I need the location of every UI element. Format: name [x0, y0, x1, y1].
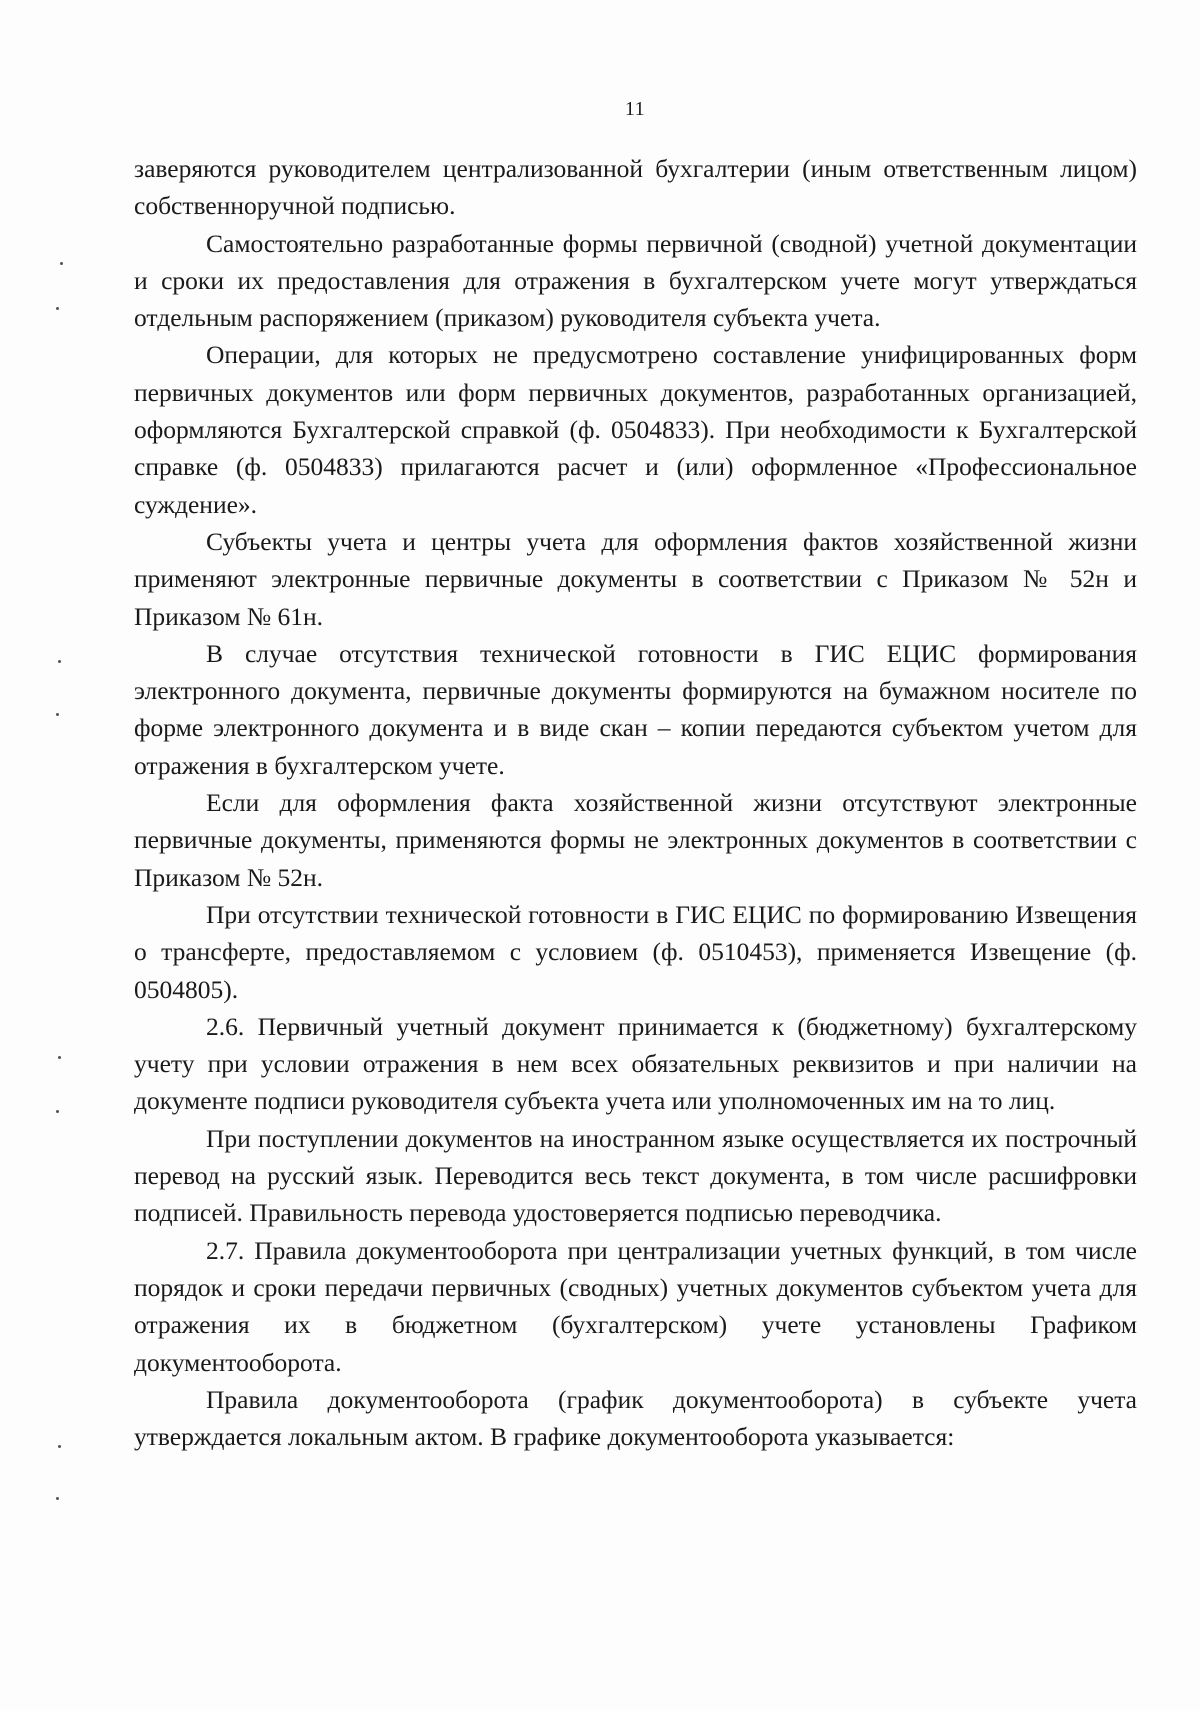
scan-speck — [56, 1497, 59, 1500]
scan-speck — [56, 307, 59, 310]
paragraph-custom-forms: Самостоятельно разработанные формы первичной (сводной) учетной документации и сроки их предоставления для отражения в бухгалтерском учете могут утверждаться отдельным распоряжением (приказом) руководителя субъекта учета. — [134, 228, 1137, 333]
paragraph-non-electronic-forms: Если для оформления факта хозяйственной жизни отсутствуют электронные первичные документы, применяются формы не электронных документов в соответствии с Приказом № 52н. — [134, 788, 1137, 892]
scan-speck — [56, 1110, 59, 1113]
scan-speck — [60, 262, 63, 265]
paragraph-operations: Операции, для которых не предусмотрено составление унифицированных форм первичных документов или форм первичных документов, разработанных организацией, оформляются Бухгалтерской справкой (ф. 0504833). При необходимости к Бухгалтерской справке (ф. 0504833) прилагаются расчет и (или) оформленное «Профессиональное суждение». — [134, 340, 1137, 519]
scan-speck — [58, 1445, 61, 1448]
scan-speck — [56, 713, 59, 716]
paragraph-foreign-language: При поступлении документов на иностранном языке осуществляется их построчный перевод на русский язык. Переводится весь текст документа, в том числе расшифровки подписей. Правильность перевода удостоверяется подписью переводчика. — [134, 1123, 1137, 1228]
paragraph-technical-readiness: В случае отсутствия технической готовности в ГИС ЕЦИС формирования электронного документа, первичные документы формируются на бумажном носителе по форме электронного документа и в виде скан – копии передаются субъектом учетом для отражения в бухгалтерском учете. — [134, 638, 1137, 780]
paragraph-transfer-notice: При отсутствии технической готовности в ГИС ЕЦИС по формированию Извещения о трансферте, предоставляемом с условием (ф. 0510453), применяется Извещение (ф. 0504805). — [134, 899, 1137, 1004]
paragraph-continuation: заверяются руководителем централизованной бухгалтерии (иным ответственным лицом) собственноручной подписью. — [134, 154, 1137, 221]
scan-speck — [58, 1056, 61, 1059]
scan-speck — [58, 660, 61, 663]
document-body — [134, 150, 1137, 1455]
paragraph-workflow-schedule: Правила документооборота (график документооборота) в субъекте учета утверждается локальным актом. В графике документооборота указывается: — [134, 1384, 1137, 1452]
paragraph-section-2-7: 2.7. Правила документооборота при централизации учетных функций, в том числе порядок и сроки передачи первичных (сводных) учетных документов субъектом учета для отражения их в бюджетном (бухгалтерском) учете установлены Графиком документооборота. — [134, 1235, 1137, 1377]
page-number: 11 — [624, 98, 646, 120]
paragraph-electronic-documents: Субъекты учета и центры учета для оформления фактов хозяйственной жизни применяют электронные первичные документы в соответствии с Приказом № 52н и Приказом № 61н. — [134, 526, 1137, 631]
paragraph-section-2-6: 2.6. Первичный учетный документ принимается к (бюджетному) бухгалтерскому учету при условии отражения в нем всех обязательных реквизитов и при наличии на документе подписи руководителя субъекта учета или уполномоченных им на то лиц. — [134, 1011, 1137, 1116]
